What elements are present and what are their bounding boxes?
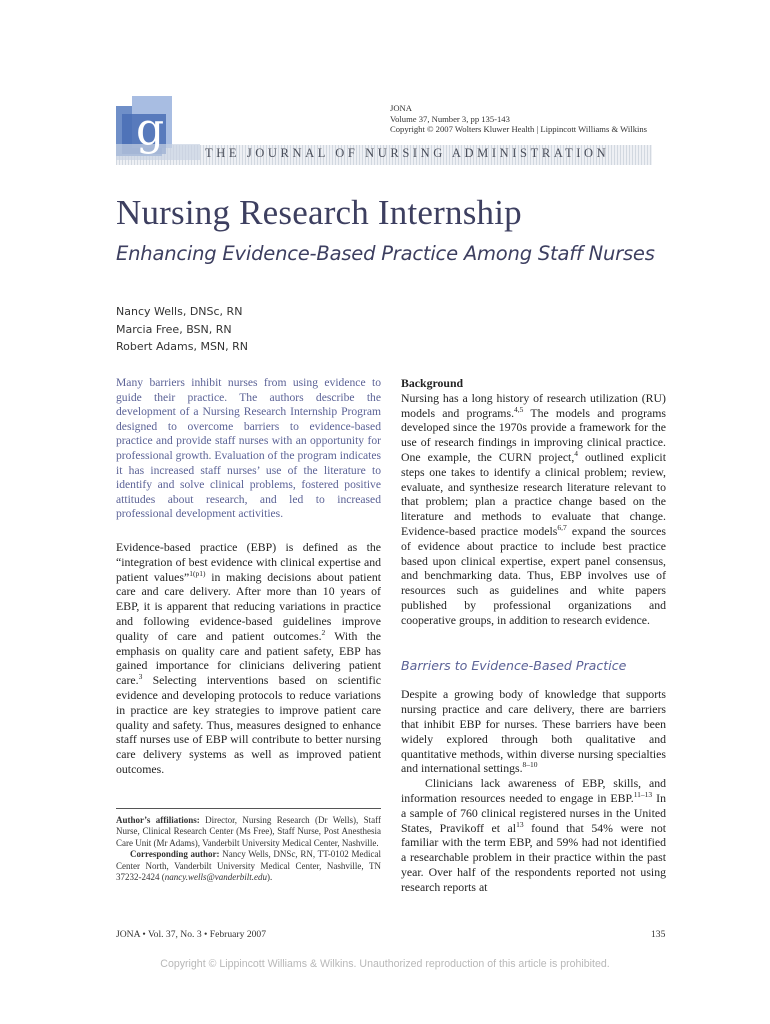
author-name: Robert Adams, MSN, RN: [116, 340, 249, 354]
citation: 2: [321, 627, 326, 637]
article-title: Nursing Research Internship: [116, 193, 522, 232]
barriers-heading: Barriers to Evidence-Based Practice: [401, 657, 627, 673]
journal-meta: [390, 103, 647, 135]
citation: 13: [516, 819, 524, 829]
affiliation-text: Author’s affiliations: Director, Nursing Research (Dr Wells), Staff Nurse, Clinical Research Center (Ms Free), Staff Nurse, Post Anesthesia Care Unit (Mr Adams), Vanderbilt University Medical Center, Nashville.: [116, 815, 381, 848]
author-affiliations: [116, 808, 381, 883]
meta-copyright: Copyright © 2007 Wolters Kluwer Health | Lippincott Williams & Wilkins: [390, 124, 648, 134]
page-number: 135: [651, 929, 666, 940]
barriers-paragraph: Despite a growing body of knowledge that supports nursing practice and care delivery, there are barriers that inhibit EBP for nurses. These barriers have been widely explored through both qualitative and quantitative methods, within diverse nursing specialties and international settings.$^{8-10}$: [401, 687, 666, 776]
right-column: [401, 376, 666, 895]
footer-citation: JONA • Vol. 37, No. 3 • February 2007: [116, 929, 267, 940]
citation: 8–10: [522, 760, 538, 770]
journal-logo: [116, 96, 200, 160]
journal-name: THE JOURNAL OF NURSING ADMINISTRATION: [205, 146, 610, 160]
background-heading: Background: [401, 376, 464, 390]
intro-paragraph: Evidence-based practice (EBP) is defined as the “integration of best evidence with clinical expertise and patient values”$^{1(p1)}$ in making decisions about patient care and care delivery. After more than 10 years of EBP, it is apparent that reducing variations in practice and following evidence-based guidelines improve quality of care and patient outcomes.$^2$ With the emphasis on quality care and patient safety, EBP has gained importance for clinicians delivering patient care.$^3$ Selecting interventions based on scientific evidence and developing protocols to reduce variations in practice are key strategies to improve patient care quality and safety. Thus, measures designed to enhance staff nurses use of EBP will contribute to better nursing care delivery systems as well as improved patient outcomes.: [116, 539, 381, 776]
citation: 3: [138, 672, 143, 682]
author-name: Marcia Free, BSN, RN: [116, 322, 232, 336]
citation: 4: [574, 449, 579, 459]
citation: 1(p1): [189, 568, 206, 578]
citation: 11–13: [633, 790, 653, 799]
article-subtitle: Enhancing Evidence-Based Practice Among Staff Nurses: [116, 242, 655, 265]
copyright-notice: Copyright © Lippincott Williams & Wilkins. Unauthorized reproduction of this article is prohibited.: [160, 958, 610, 970]
abstract: Many barriers inhibit nurses from using evidence to guide their practice. The authors describe the development of a Nursing Research Internship Program designed to overcome barriers to evidence-based practice and provide staff nurses with an opportunity for professional growth. Evaluation of the program indicates it has increased staff nurses’ use of the literature to identify and solve clinical problems, fostered positive attitudes about research, and led to increased professional development activities.: [116, 376, 381, 521]
meta-journal: JONA: [390, 103, 412, 113]
logo-letter: g: [136, 104, 165, 155]
citation: 6,7: [557, 523, 567, 533]
left-column: [116, 376, 381, 777]
author-name: Nancy Wells, DNSc, RN: [116, 305, 243, 318]
corresponding-author: Corresponding author: Nancy Wells, DNSc, RN, TT-0102 Medical Center North, Vanderbilt University Medical Center, Nashville, TN 37232-2424 (nancy.wells@vanderbilt.edu).: [116, 849, 381, 883]
citation: 4,5: [514, 404, 524, 414]
author-email: nancy.wells@vanderbilt.edu: [164, 872, 268, 883]
background-paragraph: Nursing has a long history of research utilization (RU) models and programs.$^{4,5}$ The models and programs developed since the 1970s provide a framework for the use of research findings in improving clinical practice. One example, the CURN project,$^4$ outlined explicit steps one takes to identify a clinical problem; review, evaluate, and synthesize research literature relevant to that problem; plan a practice change based on the literature and methods to evaluate that change. Evidence-based practice models$^{6,7}$ expand the sources of evidence about practice to include best practice based upon clinical expertise, expert panel consensus, and benchmarking data. Thus, EBP involves use of resources such as guidelines and white papers published by professional organizations and cooperative groups, in addition to research evidence.: [401, 390, 667, 627]
barriers-paragraph: Clinicians lack awareness of EBP, skills, and information resources needed to engage in EBP.$^{11-13}$ In a sample of 760 clinical registered nurses in the United States, Pravikoff et $al^{13}$ found that 54% were not familiar with the term EBP, and 59% had not identified a researchable problem in their practice within the past year. Over half of the respondents reported not using research reports at: [401, 776, 666, 894]
meta-volume: Volume 37, Number 3, pp 135-143: [390, 113, 510, 124]
author-list: [116, 303, 248, 356]
